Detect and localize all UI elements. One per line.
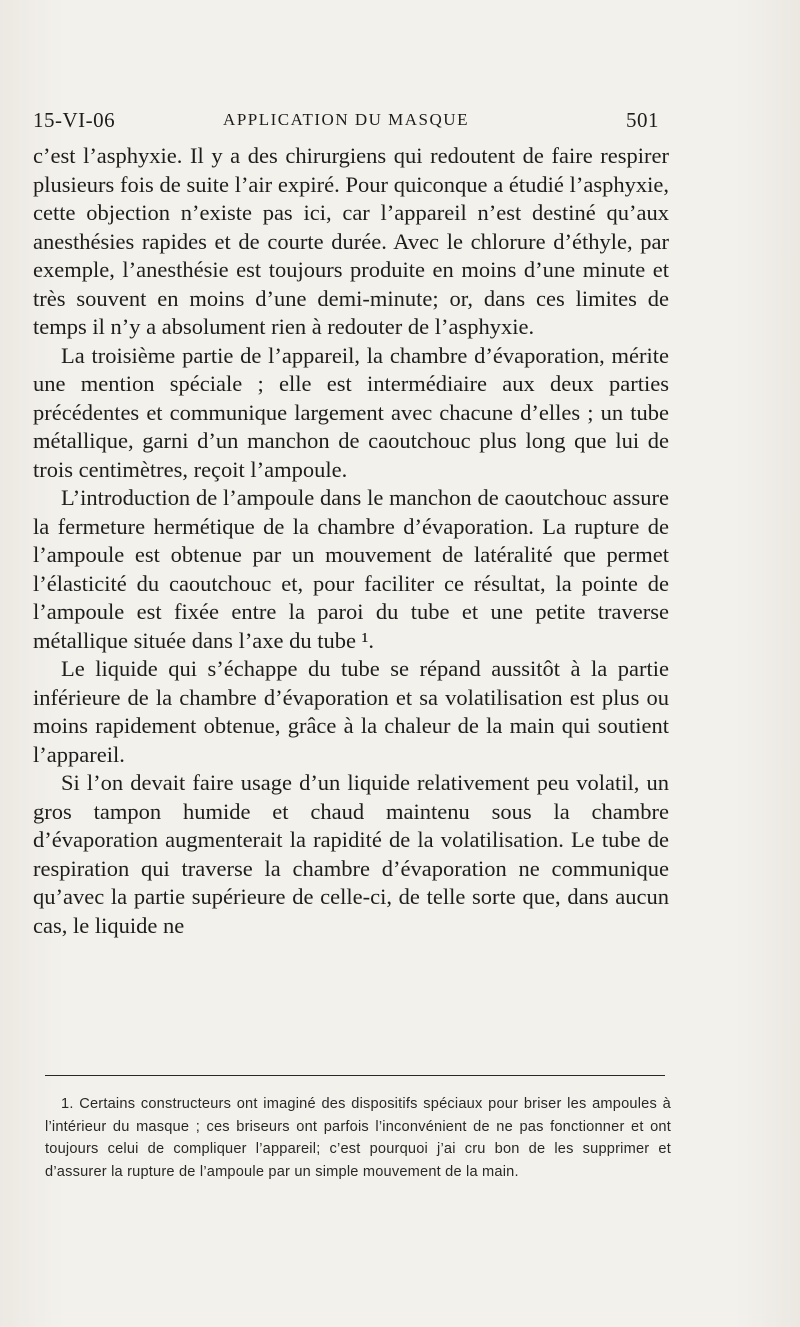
- running-header: [33, 108, 659, 138]
- body-text: [33, 142, 669, 940]
- page-number: 501: [626, 108, 659, 132]
- paragraph-volatile-liquid: Si l’on devait faire usage d’un liquide relativement peu volatil, un gros tampon humide et chaud maintenu sous la chambre d’évaporation augmenterait la rapidité de la volatilisation. Le tube de respiration qui traverse la chambre d’évaporation ne communique qu’avec la partie supérieure de celle-ci, de telle sorte que, dans aucun cas, le liquide ne: [33, 770, 669, 938]
- paragraph-ampoule-introduction: L’introduction de l’ampoule dans le manchon de caoutchouc assure la fermeture hermétique de la chambre d’évaporation. La rupture de l’ampoule est obtenue par un mouvement de latéralité que permet l’élasticité du caoutchouc et, pour faciliter ce résultat, la pointe de l’ampoule est fixée entre la paroi du tube et une petite traverse métallique située dans l’axe du tube ¹.: [33, 485, 669, 653]
- paragraph-liquid-escape: Le liquide qui s’échappe du tube se répand aussitôt à la partie inférieure de la chambre d’évaporation et sa volatilisation est plus ou moins rapidement obtenue, grâce à la chaleur de la main qui soutient l’appareil.: [33, 656, 669, 767]
- footnote-divider: [45, 1075, 665, 1076]
- header-running-title: APPLICATION DU MASQUE: [223, 110, 469, 129]
- paragraph-evaporation-chamber: La troisième partie de l’appareil, la chambre d’évaporation, mérite une mention spéciale ; elle est intermédiaire aux deux parties précédentes et communique largement avec chacune d’elles ; un tube métallique, garni d’un manchon de caoutchouc plus long que lui de trois centimètres, reçoit l’ampoule.: [33, 342, 669, 482]
- paragraph-continuation: c’est l’asphyxie. Il y a des chirurgiens qui redoutent de faire respirer plusieurs fois de suite l’air expiré. Pour quiconque a étudié l’asphyxie, cette objection n’existe pas ici, car l’appareil n’est destiné qu’aux anesthésies rapides et de courte durée. Avec le chlorure d’éthyle, par exemple, l’anesthésie est toujours produite en moins d’une minute et très souvent en moins d’une demi-minute; or, dans ces limites de temps il n’y a absolument rien à redouter de l’asphyxie.: [33, 143, 669, 339]
- header-date: 15-VI-06: [33, 108, 116, 132]
- footnote: 1. Certains constructeurs ont imaginé des dispositifs spéciaux pour briser les ampoules à l’intérieur du masque ; ces briseurs ont parfois l’inconvénient de ne pas fonctionner et ont toujours celui de compliquer l’appareil; c’est pourquoi j’ai cru bon de les supprimer et d’assurer la rupture de l’ampoule par un simple mouvement de la main.: [45, 1096, 671, 1180]
